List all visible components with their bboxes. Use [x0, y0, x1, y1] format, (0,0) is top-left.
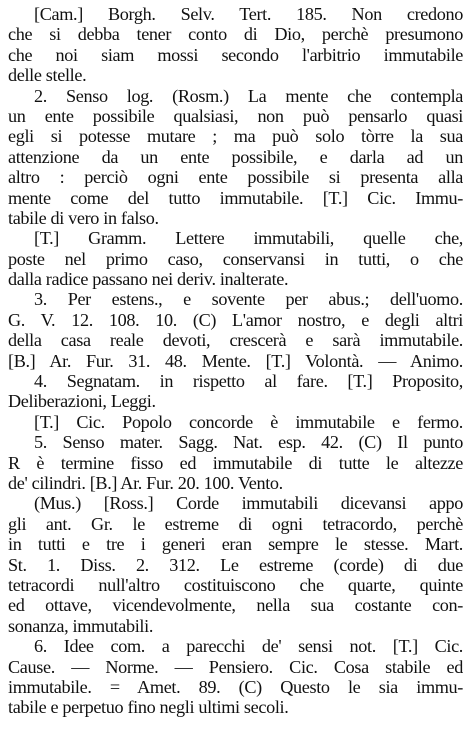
line: G. V. 12. 108. 10. (C) L'amor nostro, e degli altri: [8, 309, 463, 330]
line: Deliberazioni, Leggi.: [8, 391, 156, 412]
line: (Mus.) [Ross.] Corde immutabili dicevansi appo: [34, 493, 463, 514]
line: gli ant. Gr. le estreme di ogni tetracordo, perchè: [8, 513, 463, 534]
line: Cause. — Norme. — Pensiero. Cic. Cosa stabile ed: [8, 656, 463, 677]
line: delle stelle.: [8, 65, 87, 86]
line: 2. Senso log. (Rosm.) La mente che contempla: [34, 85, 463, 106]
line: [T.] Cic. Popolo concorde è immutabile e fermo.: [34, 411, 463, 432]
line: [T.] Gramm. Lettere immutabili, quelle che,: [34, 228, 463, 249]
line: 3. Per estens., e sovente per abus.; dell'uomo.: [34, 289, 463, 310]
line: immutabile. = Amet. 89. (C) Questo le sia immu-: [8, 676, 463, 697]
line: egli si potesse mutare ; ma può solo tòrre la sua: [8, 126, 463, 147]
line: tabile di vero in falso.: [8, 207, 159, 228]
line: St. 1. Diss. 2. 312. Le estreme (corde) di due: [8, 554, 463, 575]
line: altro : perciò ogni ente possibile si presenta alla: [8, 167, 463, 188]
line: ed ottave, vicendevolmente, nella sua costante con-: [8, 595, 463, 616]
line: de' cilindri. [B.] Ar. Fur. 20. 100. Vento.: [8, 472, 283, 493]
line: 5. Senso mater. Sagg. Nat. esp. 42. (C) Il punto: [34, 432, 463, 453]
line: mente come del tutto immutabile. [T.] Cic. Immu-: [8, 187, 463, 208]
line: tabile e perpetuo fino negli ultimi secoli.: [8, 697, 289, 718]
line: R è termine fisso ed immutabile di tutte le altezze: [8, 452, 463, 473]
line: tetracordi null'altro costituiscono che quarte, quinte: [8, 574, 463, 595]
line: [B.] Ar. Fur. 31. 48. Mente. [T.] Volontà. — Animo.: [8, 350, 463, 371]
line: dalla radice passano nei deriv. inalterate.: [8, 269, 289, 290]
line: attenzione da un ente possibile, e darla ad un: [8, 146, 463, 167]
line: della casa reale devoti, crescerà e sarà immutabile.: [8, 330, 463, 351]
line: un ente possibile qualsiasi, non può pensarlo quasi: [8, 105, 463, 126]
line: che si debba tener conto di Dio, perchè presumono: [8, 24, 463, 45]
line: in tutti e tre i generi eran sempre le stesse. Mart.: [8, 534, 463, 555]
line: che noi siam mossi secondo l'arbitrio immutabile: [8, 44, 463, 65]
line: poste nel primo caso, conservansi in tutti, o che: [8, 248, 463, 269]
line: [Cam.] Borgh. Selv. Tert. 185. Non credono: [34, 4, 463, 24]
line: 6. Idee com. a parecchi de' sensi not. [T.] Cic.: [34, 636, 463, 657]
line: sonanza, immutabili.: [8, 615, 154, 636]
line: 4. Segnatam. in rispetto al fare. [T.] Proposito,: [34, 371, 463, 392]
